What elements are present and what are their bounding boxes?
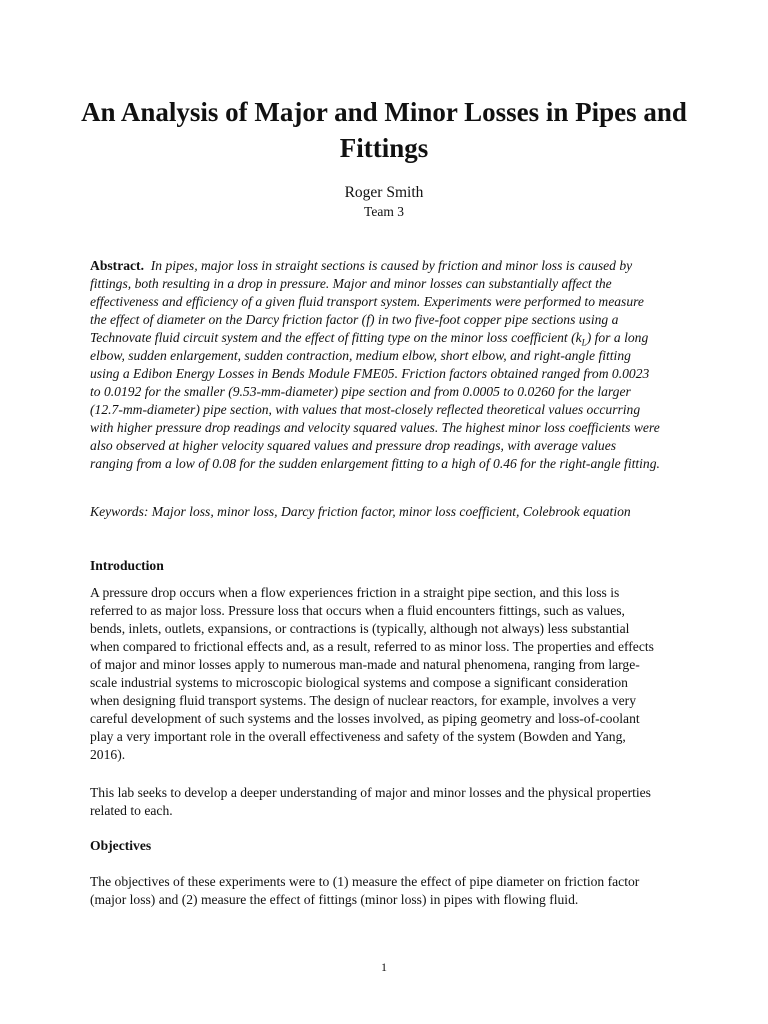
paper-title: An Analysis of Major and Minor Losses in Pipes and Fittings (81, 97, 687, 163)
abstract-text (90, 258, 660, 471)
abstract-subscript: L (581, 337, 587, 348)
objectives-paragraph: The objectives of these experiments were to (1) measure the effect of pipe diameter on friction factor (major loss) and (2) measure the effect of fittings (minor loss) in pipes with flowing fluid. (90, 874, 640, 907)
author-name: Roger Smith (344, 184, 424, 201)
keywords-line: Keywords: Major loss, minor loss, Darcy friction factor, minor loss coefficient, Colebrook equation (90, 504, 631, 519)
author-team: Team 3 (364, 204, 404, 219)
introduction-paragraph-1: A pressure drop occurs when a flow experiences friction in a straight pipe section, and this loss is referred to as major loss. Pressure loss that occurs when a fluid encounters fittings, such as values, bends, inlets, outlets, expansions, or contractions is (typically, although not always) less substantial when compared to frictional effects and, as a result, referred to as minor loss. The properties and effects of major and minor losses apply to numerous man-made and natural phenomena, ranging from large-scale industrial systems to microscopic biological systems and compose a significant consideration when designing fluid transport systems. The design of nuclear reactors, for example, involves a very careful development of such systems and the losses involved, as piping geometry and loss-of-coolant play a very important role in the overall effectiveness and safety of the system (Bowden and Yang, 2016). (90, 585, 654, 762)
introduction-paragraph-2: This lab seeks to develop a deeper understanding of major and minor losses and the physical properties related to each. (90, 785, 651, 818)
abstract-text-part2: ) for a long elbow, sudden enlargement, sudden contraction, medium elbow, short elbow, and right-angle fitting using a Edibon Energy Losses in Bends Module FME05. Friction factors obtained ranged from 0.0023 to 0.0192 for the smaller (9.53-mm-diameter) pipe section and from 0.0005 to 0.0260 for the larger (12.7-mm-diameter) pipe section, with values that most-closely reflected theoretical values occurring with higher pressure drop readings and velocity squared values. The highest minor loss coefficients were also observed at higher velocity squared values and pressure drop readings, with average values ranging from a low of 0.08 for the sudden enlargement fitting to a high of 0.46 for the right-angle fitting. (90, 330, 660, 471)
introduction-heading: Introduction (90, 558, 164, 573)
abstract-label: Abstract. (90, 258, 144, 273)
page-number: 1 (381, 960, 387, 974)
abstract-paragraph (90, 257, 660, 473)
objectives-heading: Objectives (90, 838, 152, 853)
abstract-text-part1: In pipes, major loss in straight sections is caused by friction and minor loss is caused by fittings, both resulting in a drop in pressure. Major and minor losses can substantially affect the effectiveness and efficiency of a given fluid transport system. Experiments were performed to measure the effect of diameter on the Darcy friction factor (f) in two five-foot copper pipe sections using a Technovate fluid circuit system and the effect of fitting type on the minor loss coefficient (k (90, 258, 644, 345)
